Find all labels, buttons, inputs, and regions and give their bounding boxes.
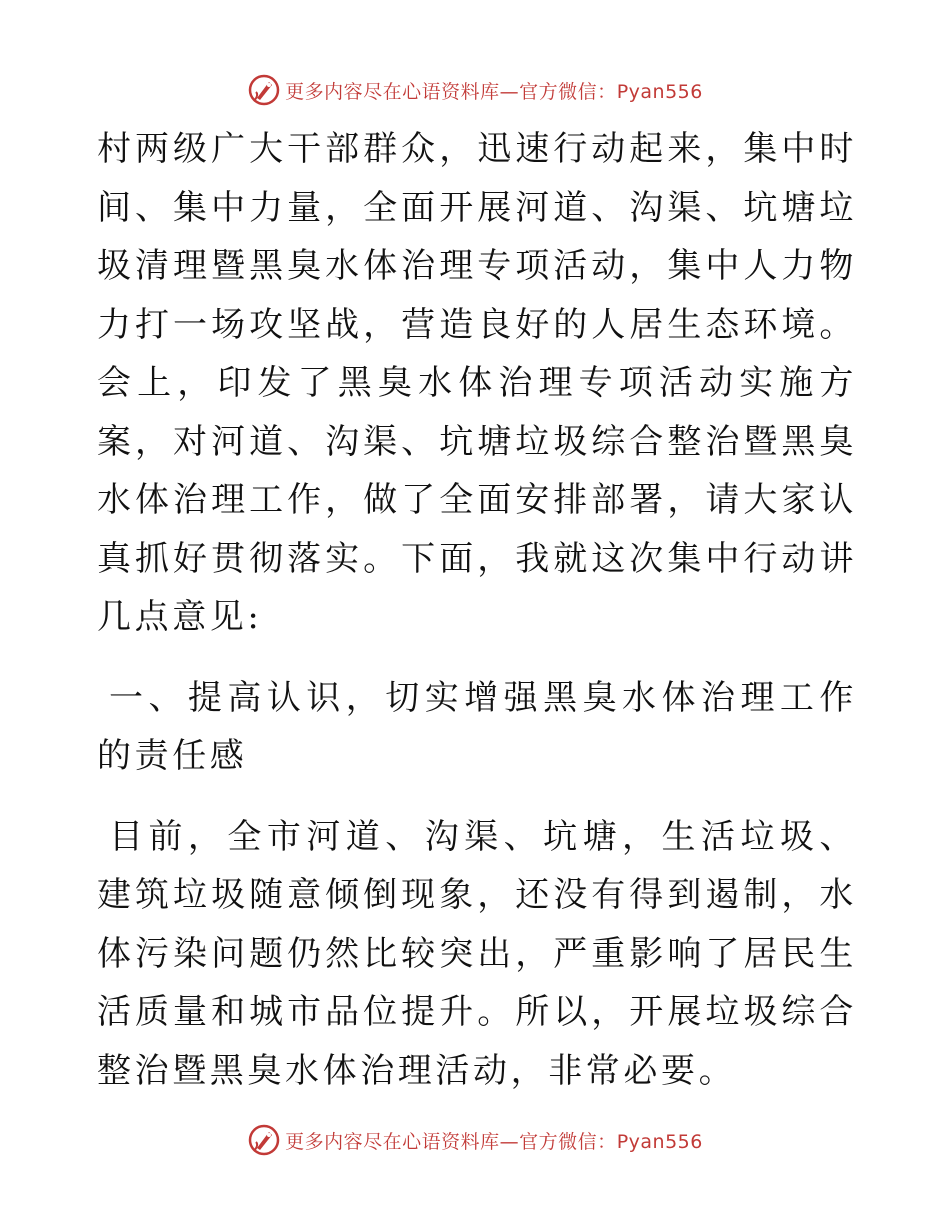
paragraph-2: 目前，全市河道、沟渠、坑塘，生活垃圾、建筑垃圾随意倾倒现象，还没有得到遏制，水体污染问题仍然比较突出，严重影响了居民生活质量和城市品位提升。所以，开展垃圾综合整治暨黑臭水体治理活动，非常必要。: [97, 816, 857, 1091]
paragraph-1: 村两级广大干部群众，迅速行动起来，集中时间、集中力量，全面开展河道、沟渠、坑塘垃圾清理暨黑臭水体治理专项活动，集中人力物力打一场攻坚战，营造良好的人居生态环境。会上，印发了黑臭水体治理专项活动实施方案，对河道、沟渠、坑塘垃圾综合整治暨黑臭水体治理工作，做了全面安排部署，请大家认真抓好贯彻落实。下面，我就这次集中行动讲几点意见:: [97, 129, 857, 637]
footer-banner-wechat-label: 官方微信：: [519, 1130, 617, 1153]
header-banner-text: [285, 77, 703, 104]
header-banner-separator: —: [499, 80, 520, 103]
footer-banner: [0, 1120, 950, 1160]
footer-banner-separator: —: [499, 1130, 520, 1153]
section-heading-1: 一、提高认识，切实增强黑臭水体治理工作的责任感: [97, 677, 857, 776]
header-banner-wechat-label: 官方微信：: [519, 80, 617, 103]
header-banner-wechat-id: Pyan556: [616, 80, 703, 103]
document-body: [97, 120, 857, 1100]
pen-nib-logo-icon: [247, 73, 281, 107]
header-banner: [0, 70, 950, 110]
header-banner-title: 更多内容尽在心语资料库: [285, 80, 500, 103]
footer-banner-text: [285, 1127, 703, 1154]
footer-banner-title: 更多内容尽在心语资料库: [285, 1130, 500, 1153]
pen-nib-logo-icon: [247, 1123, 281, 1157]
footer-banner-wechat-id: Pyan556: [616, 1130, 703, 1153]
